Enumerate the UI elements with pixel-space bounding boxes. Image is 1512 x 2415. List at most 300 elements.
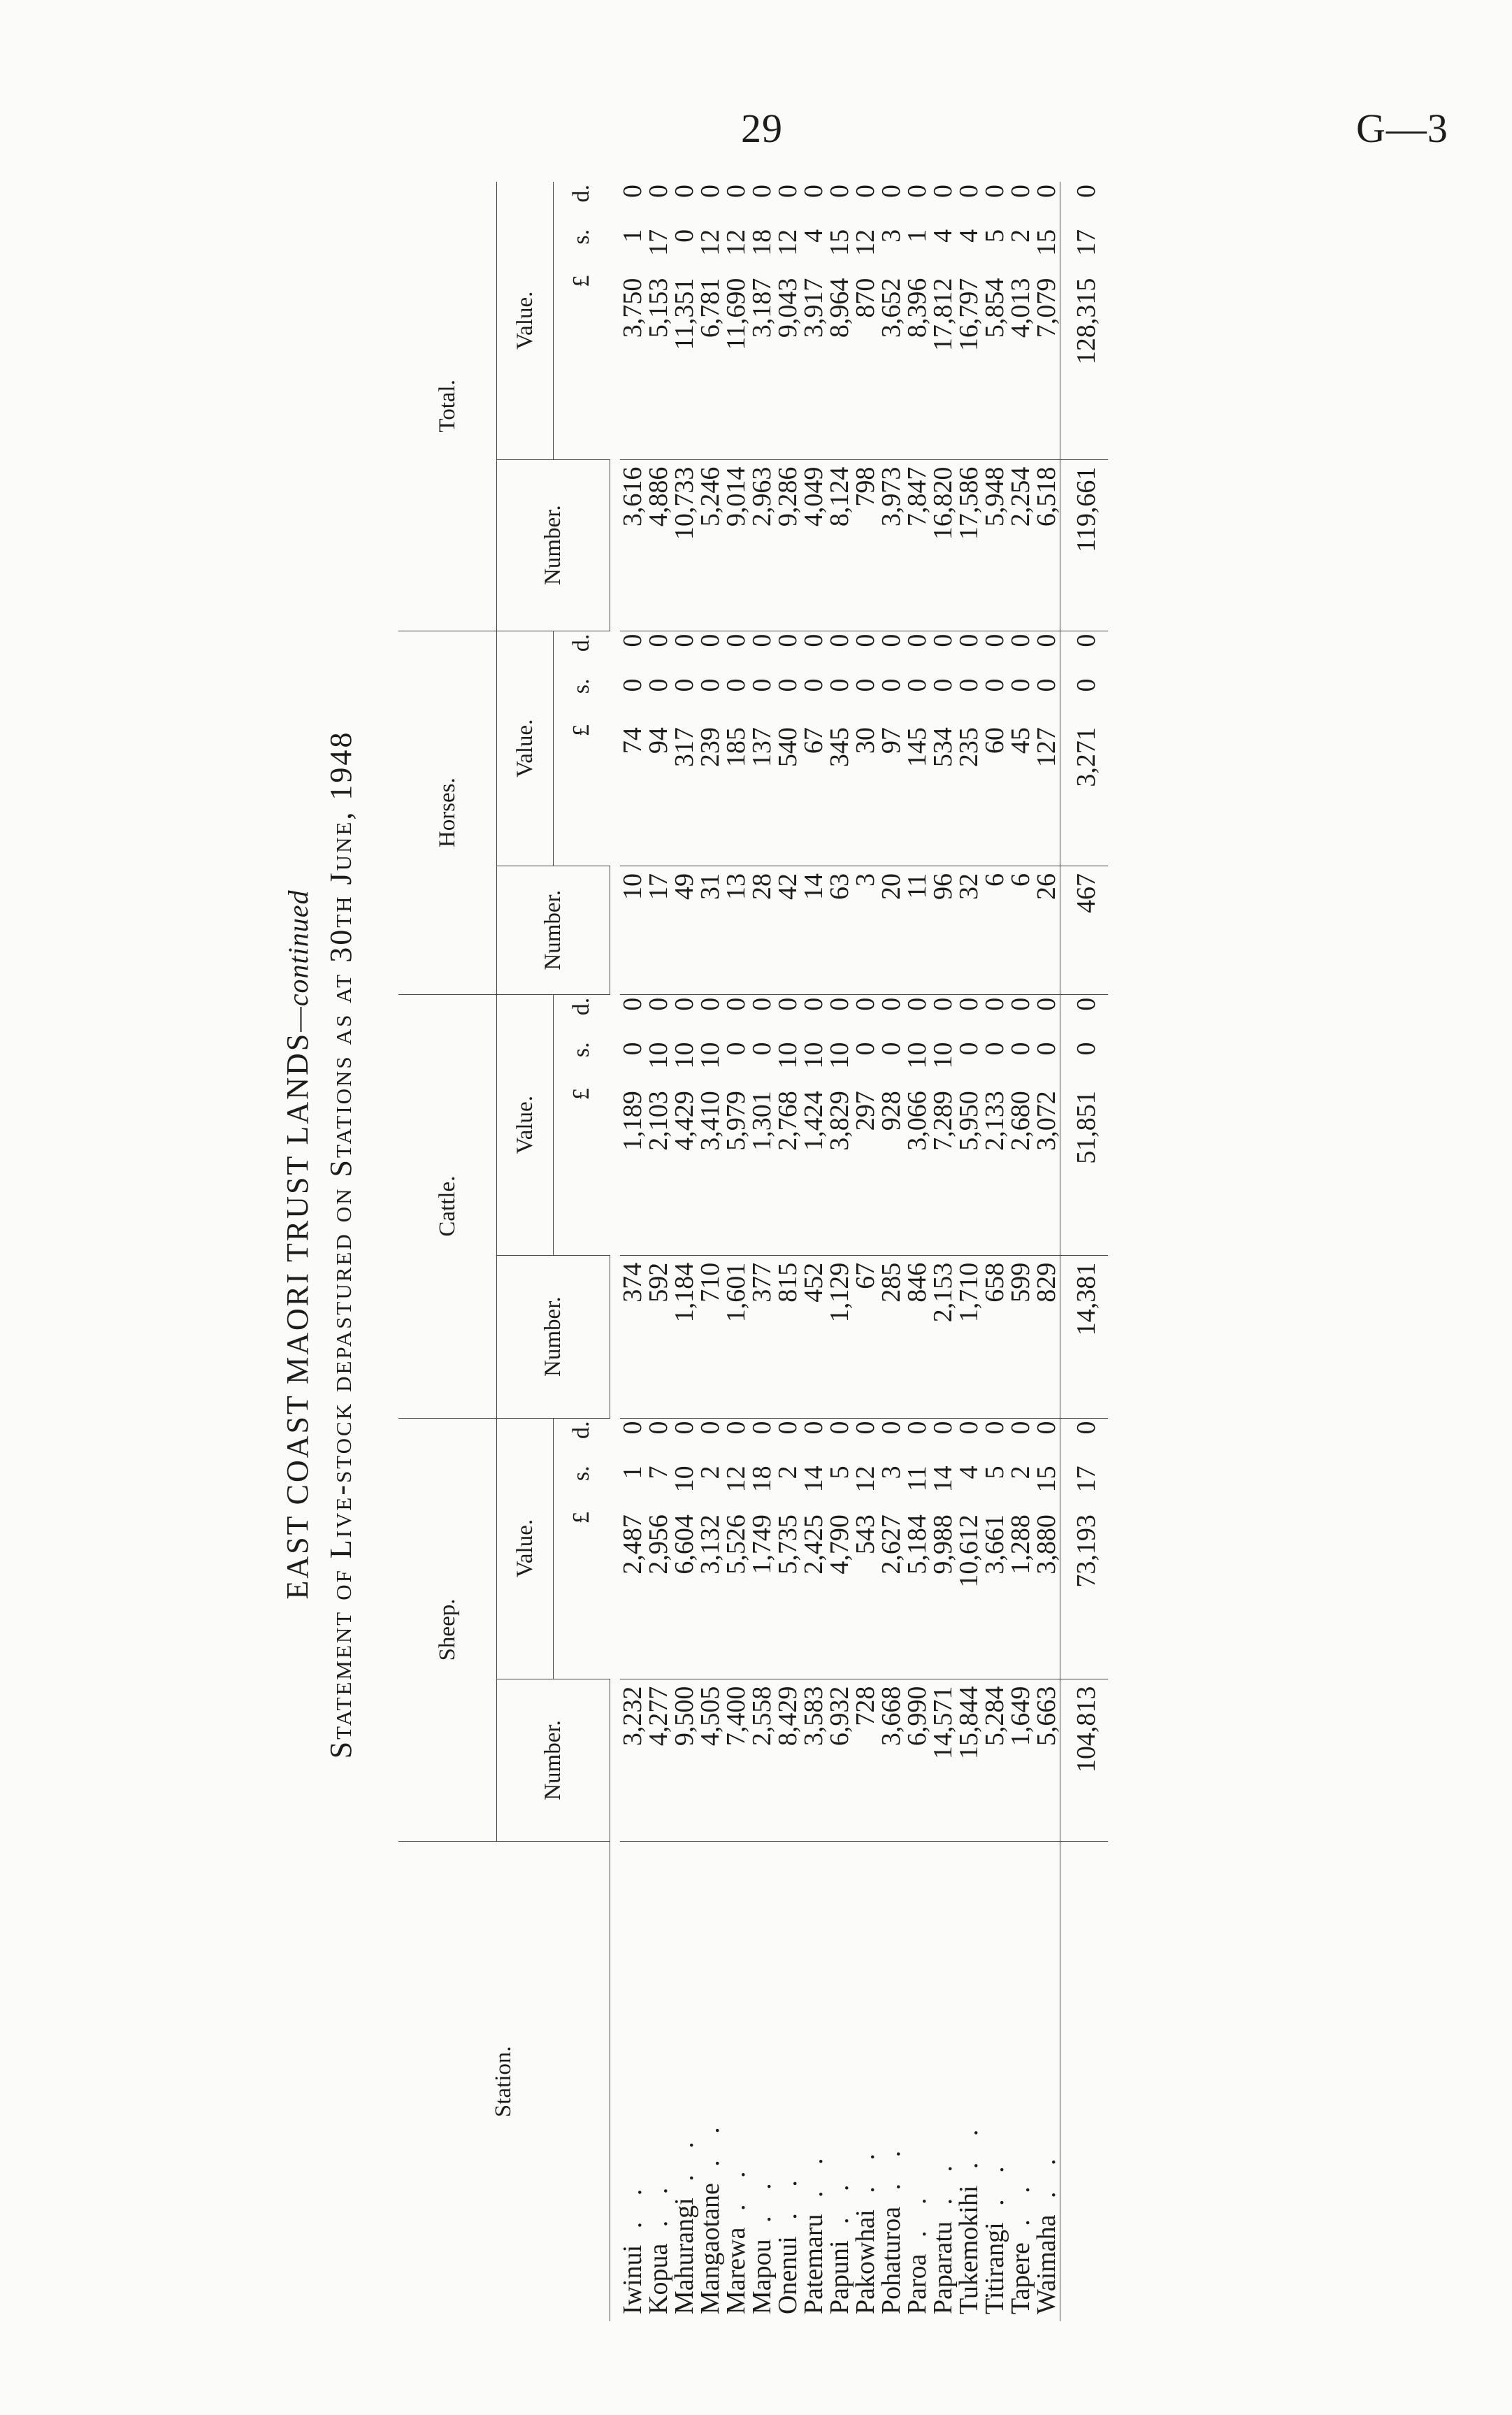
cell-horses-no: 20 [879,866,905,994]
cell-cattle-d: 0 [617,997,647,1011]
cell-total-l: 7,079 [1034,271,1060,460]
cell-cattle-l: 2,103 [646,1084,672,1255]
cell-horses-s: 0 [643,678,673,692]
station-name [772,1842,802,2321]
table-row [1034,182,1060,2321]
cell-total-l: 9,043 [775,271,801,460]
rotated-table-block [280,126,1101,2363]
cell-sheep-l: 2,487 [620,1507,646,1679]
cell-cattle-no: 815 [775,1255,801,1418]
cell-cattle-d: 0 [669,997,699,1011]
cell-cattle-d: 0 [798,997,828,1011]
leader-dots: . . [772,2170,802,2237]
cell-horses-no: 13 [723,866,749,994]
cell-sheep-l: 543 [853,1507,879,1679]
cell-total-d: 0 [721,185,751,198]
cell-sheep-s: 7 [643,1466,673,1479]
cell-sheep-no: 2,558 [749,1679,775,1842]
cell-cattle-s: 0 [617,1042,647,1056]
cell-horses-s: 0 [824,678,854,692]
horses-header: Horses. [398,631,497,994]
station-name-text: Mahurangi [669,2198,699,2314]
cell-sheep-s: 4 [953,1466,984,1479]
cell-cattle-d: 0 [876,997,906,1011]
leader-dots: . . [747,2173,777,2240]
cell-sheep-d: 0 [979,1421,1009,1435]
station-name-text: Paroa [902,2253,932,2314]
cell-horses-d: 0 [1005,633,1035,647]
cell-sheep-d: 0 [902,1421,932,1435]
cell-cattle-l: 2,768 [775,1084,801,1255]
cell-cattle-d: 0 [747,997,777,1011]
cell-total-l: 5,854 [982,271,1008,460]
cell-cattle-s: 10 [798,1042,828,1069]
cell-horses-l: 540 [775,720,801,866]
cell-total-l: 3,187 [749,271,775,460]
cell-total-l: 5,153 [646,271,672,460]
cell-horses-d: 0 [721,633,751,647]
cell-cattle-no: 1,129 [827,1255,853,1418]
cell-total-s: 3 [876,229,906,243]
cell-total-s: 4 [928,229,958,243]
cell-sheep-no: 5,284 [982,1679,1008,1842]
cell-horses-s: 0 [721,678,751,692]
cell-sheep-d: 0 [721,1421,751,1435]
cell-sheep-l: 5,735 [775,1507,801,1679]
total-value-header: Value. [497,182,554,459]
table-row [956,182,982,2321]
leader-dots: . . [1005,2177,1035,2243]
cell-horses-l: 137 [749,720,775,866]
cell-total-s: 15 [824,229,854,256]
cell-sheep-d: 0 [669,1421,699,1435]
cell-sheep-s: 10 [669,1466,699,1493]
cell-sheep-s: 2 [772,1466,802,1479]
table-title [280,126,315,2363]
cell-sheep-no: 4,277 [646,1679,672,1842]
cell-sheep-l: 3,880 [1034,1507,1060,1679]
cell-sheep-l: 2,627 [879,1507,905,1679]
cell-cattle-l: 5,979 [723,1084,749,1255]
cell-horses-l: 345 [827,720,853,866]
cell-horses-s: 0 [979,678,1009,692]
station-name-text: Marewa [721,2227,751,2314]
cell-cattle-d: 0 [850,997,880,1011]
leader-dots: . . [669,2132,699,2198]
cell-total-no: 6,518 [1034,459,1060,631]
station-name-text: Pakowhai [850,2209,880,2314]
cell-cattle-d: 0 [695,997,725,1011]
cell-sheep-s: 12 [850,1466,880,1493]
table-row [879,182,905,2321]
cell-total-no: 2,254 [1008,459,1034,631]
cell-sheep-s: 11 [902,1466,932,1491]
cell-cattle-no: 599 [1008,1255,1034,1418]
sheep-value-header: Value. [497,1418,554,1679]
cell-cattle-d: 0 [1005,997,1035,1011]
cell-cattle-s: 10 [824,1042,854,1069]
cell-sheep-s: 5 [824,1466,854,1479]
cell-total-no: 2,963 [749,459,775,631]
cell-sheep-no: 1,649 [1008,1679,1034,1842]
cell-total-d: 0 [902,185,932,198]
pence-label: d. [568,1421,594,1440]
station-header: Station. [398,1842,610,2321]
cell-total-d: 0 [669,185,699,198]
cell-total-d: 0 [928,185,958,198]
table-row [698,182,723,2321]
cell-horses-s: 0 [1031,678,1061,692]
totals-row [1060,182,1108,2321]
cell-total-d: 0 [772,185,802,198]
cell-total-d: 0 [1005,185,1035,198]
cell-horses-no: 28 [749,866,775,994]
total-number-header: Number. [497,459,610,631]
station-name [850,1842,880,2321]
station-name [953,1842,984,2321]
table-row [646,182,672,2321]
cell-horses-d: 0 [876,633,906,647]
cell-horses-s: 0 [669,678,699,692]
cell-horses-l: 239 [698,720,723,866]
cell-cattle-s: 0 [850,1042,880,1056]
cell-cattle-s: 0 [1005,1042,1035,1056]
cell-cattle-s: 0 [1031,1042,1061,1056]
cell-horses-d: 0 [798,633,828,647]
station-name-text: Iwinui [617,2244,647,2314]
cell-cattle-l: 3,072 [1034,1084,1060,1255]
leader-dots: . . [617,2179,647,2245]
cell-horses-no: 6 [1008,866,1034,994]
cell-cattle-no: 1,710 [956,1255,982,1418]
cell-cattle-no: 710 [698,1255,723,1418]
cell-horses-d: 0 [902,633,932,647]
station-name [695,1842,725,2321]
cell-total-s: 12 [772,229,802,256]
cell-cattle-no: 2,153 [930,1255,956,1418]
cell-sheep-d: 0 [876,1421,906,1435]
station-name-text: Tapere [1005,2242,1035,2314]
cell-total-l: 17,812 [930,271,956,460]
station-name-text: Papuni [824,2240,854,2314]
cell-horses-s: 0 [953,678,984,692]
station-name [1005,1842,1035,2321]
cell-horses-s: 0 [772,678,802,692]
cell-total-s: 12 [850,229,880,256]
cell-horses-d: 0 [617,633,647,647]
cell-horses-d: 0 [850,633,880,647]
leader-dots: . . [902,2188,932,2254]
cell-horses-l: 185 [723,720,749,866]
cell-horses-d: 0 [695,633,725,647]
cell-horses-no: 42 [775,866,801,994]
cell-cattle-l: 1,424 [801,1084,827,1255]
cell-sheep-no: 8,429 [775,1679,801,1842]
leader-dots: . . [876,2140,906,2207]
cell-horses-no: 11 [905,866,930,994]
cell-horses-l: 317 [672,720,698,866]
cell-total-l: 3,652 [879,271,905,460]
cell-total-no: 3,973 [879,459,905,631]
cell-total-no: 7,847 [905,459,930,631]
cell-sheep-d: 0 [1031,1421,1061,1435]
cell-cattle-l: 3,066 [905,1084,930,1255]
cell-total-l: 11,690 [723,271,749,460]
cell-sheep-s: 12 [721,1466,751,1493]
total-total-d: 0 [1060,182,1108,227]
cell-horses-l: 127 [1034,720,1060,866]
table-row [827,182,853,2321]
total-total-l: 128,315 [1060,271,1108,460]
cell-cattle-s: 0 [953,1042,984,1056]
cell-cattle-no: 1,184 [672,1255,698,1418]
cell-sheep-l: 5,184 [905,1507,930,1679]
cell-sheep-d: 0 [824,1421,854,1435]
cell-cattle-d: 0 [953,997,984,1011]
total-cattle-d: 0 [1060,994,1108,1039]
shillings-label: s. [568,1466,594,1482]
cell-cattle-d: 0 [1031,997,1061,1011]
total-cattle-l: 51,851 [1060,1084,1108,1255]
station-name-text: Waimaha [1031,2214,1061,2314]
cell-total-l: 4,013 [1008,271,1034,460]
pence-label: d. [568,997,594,1016]
table-row [723,182,749,2321]
station-name-text: Mapou [747,2239,777,2314]
cell-sheep-d: 0 [953,1421,984,1435]
cell-sheep-l: 6,604 [672,1507,698,1679]
shillings-label: s. [568,678,594,694]
cell-horses-d: 0 [669,633,699,647]
cell-total-s: 1 [617,229,647,243]
total-sheep-l: 73,193 [1060,1507,1108,1679]
cell-sheep-d: 0 [643,1421,673,1435]
cell-horses-l: 60 [982,720,1008,866]
cell-sheep-no: 15,844 [956,1679,982,1842]
cell-cattle-d: 0 [824,997,854,1011]
cell-sheep-l: 1,749 [749,1507,775,1679]
cell-cattle-s: 0 [747,1042,777,1056]
cell-total-no: 17,586 [956,459,982,631]
cell-sheep-no: 6,932 [827,1679,853,1842]
cell-sheep-d: 0 [747,1421,777,1435]
cell-total-s: 4 [798,229,828,243]
cell-sheep-l: 5,526 [723,1507,749,1679]
cell-sheep-s: 14 [798,1466,828,1493]
pounds-label: £ [554,1084,610,1255]
table-row [775,182,801,2321]
cattle-header: Cattle. [398,994,497,1418]
cell-total-s: 5 [979,229,1009,243]
cell-total-no: 4,049 [801,459,827,631]
table-row [930,182,956,2321]
title-continued: —continued [282,889,314,1032]
cell-total-l: 8,964 [827,271,853,460]
cell-horses-d: 0 [1031,633,1061,647]
cell-total-no: 16,820 [930,459,956,631]
cell-total-l: 3,750 [620,271,646,460]
cell-total-l: 6,781 [698,271,723,460]
cell-cattle-s: 0 [979,1042,1009,1056]
station-name-text: Kopua [643,2243,673,2314]
cell-total-d: 0 [695,185,725,198]
station-name-text: Patemaru [798,2214,828,2314]
cell-sheep-s: 14 [928,1466,958,1493]
cell-total-s: 15 [1031,229,1061,256]
station-name [876,1842,906,2321]
cell-cattle-l: 1,301 [749,1084,775,1255]
leader-dots: . . [928,2156,958,2222]
cell-sheep-no: 14,571 [930,1679,956,1842]
cell-total-l: 11,351 [672,271,698,460]
shillings-label: s. [568,229,594,245]
cell-cattle-l: 1,189 [620,1084,646,1255]
cell-cattle-l: 2,680 [1008,1084,1034,1255]
cell-total-l: 8,396 [905,271,930,460]
table-row [982,182,1008,2321]
cell-cattle-d: 0 [902,997,932,1011]
station-name-text: Onenui [772,2236,802,2314]
cell-cattle-d: 0 [643,997,673,1011]
cell-total-s: 12 [695,229,725,256]
cell-horses-s: 0 [747,678,777,692]
cell-horses-no: 17 [646,866,672,994]
cell-cattle-l: 4,429 [672,1084,698,1255]
cell-cattle-no: 67 [853,1255,879,1418]
cell-cattle-s: 10 [695,1042,725,1069]
cell-horses-l: 534 [930,720,956,866]
cell-horses-no: 31 [698,866,723,994]
pounds-label: £ [554,271,610,460]
cell-horses-no: 26 [1034,866,1060,994]
cell-horses-l: 30 [853,720,879,866]
cell-total-d: 0 [1031,185,1061,198]
station-name-text: Mangaotane [695,2183,725,2314]
total-horses-l: 3,271 [1060,720,1108,866]
cell-cattle-no: 285 [879,1255,905,1418]
cell-cattle-s: 0 [876,1042,906,1056]
pounds-label: £ [554,720,610,866]
cell-cattle-d: 0 [928,997,958,1011]
cell-horses-l: 45 [1008,720,1034,866]
cell-cattle-d: 0 [721,997,751,1011]
cell-sheep-no: 3,232 [620,1679,646,1842]
cell-horses-no: 6 [982,866,1008,994]
station-name [749,1842,775,2321]
cell-total-no: 8,124 [827,459,853,631]
cell-sheep-s: 3 [876,1466,906,1479]
pence-label: d. [568,185,594,203]
cell-total-s: 0 [669,229,699,243]
table-subtitle: Statement of Live-stock depastured on Stations as at 30th June, 1948 [324,730,358,1759]
cell-sheep-no: 9,500 [672,1679,698,1842]
cell-horses-s: 0 [902,678,932,692]
pence-label: d. [568,633,594,652]
station-name [824,1842,854,2321]
cell-sheep-no: 7,400 [723,1679,749,1842]
cell-total-l: 3,917 [801,271,827,460]
cell-sheep-l: 3,661 [982,1507,1008,1679]
leader-dots: . . [953,2119,984,2186]
station-name [617,1842,647,2321]
cell-horses-no: 14 [801,866,827,994]
cell-cattle-no: 829 [1034,1255,1060,1418]
cell-total-d: 0 [979,185,1009,198]
cell-sheep-l: 10,612 [956,1507,982,1679]
station-name [669,1842,699,2321]
cell-sheep-no: 3,583 [801,1679,827,1842]
cell-horses-no: 10 [620,866,646,994]
cell-sheep-l: 4,790 [827,1507,853,1679]
cell-cattle-l: 7,289 [930,1084,956,1255]
cell-sheep-no: 3,668 [879,1679,905,1842]
cell-total-s: 17 [643,229,673,256]
cell-total-d: 0 [798,185,828,198]
cell-sheep-no: 728 [853,1679,879,1842]
cell-total-no: 3,616 [620,459,646,631]
total-header: Total. [398,182,497,631]
cell-sheep-d: 0 [850,1421,880,1435]
cell-total-d: 0 [876,185,906,198]
cell-horses-s: 0 [850,678,880,692]
cell-total-s: 2 [1005,229,1035,243]
cell-total-d: 0 [953,185,984,198]
table-row [749,182,775,2321]
table-row [1008,182,1034,2321]
table-row [620,182,646,2321]
cell-horses-d: 0 [824,633,854,647]
cell-cattle-l: 297 [853,1084,879,1255]
cell-total-d: 0 [643,185,673,198]
station-name [723,1842,749,2321]
cell-sheep-l: 2,425 [801,1507,827,1679]
cell-horses-l: 94 [646,720,672,866]
cell-cattle-no: 1,601 [723,1255,749,1418]
cell-horses-no: 3 [853,866,879,994]
livestock-table [398,182,1108,2321]
cell-horses-l: 145 [905,720,930,866]
station-name [902,1842,932,2321]
cell-cattle-no: 377 [749,1255,775,1418]
table-row [853,182,879,2321]
leader-dots: . . [695,2117,725,2184]
cell-sheep-l: 1,288 [1008,1507,1034,1679]
cell-sheep-s: 2 [1005,1466,1035,1479]
cell-cattle-l: 3,410 [698,1084,723,1255]
page-number: 29 [741,106,783,151]
cell-horses-d: 0 [928,633,958,647]
cell-horses-s: 0 [617,678,647,692]
table-body [610,182,1108,2321]
cell-sheep-s: 15 [1031,1466,1061,1493]
cell-horses-s: 0 [695,678,725,692]
leader-dots: . . [643,2177,673,2244]
totals-label-cell [1060,1842,1108,2321]
cell-cattle-s: 10 [902,1042,932,1069]
pounds-label: £ [554,1507,610,1679]
cell-horses-s: 0 [798,678,828,692]
cell-sheep-d: 0 [772,1421,802,1435]
cell-total-l: 16,797 [956,271,982,460]
cell-total-s: 12 [721,229,751,256]
cell-sheep-no: 6,990 [905,1679,930,1842]
cell-total-d: 0 [824,185,854,198]
cell-sheep-l: 2,956 [646,1507,672,1679]
horses-value-header: Value. [497,631,554,866]
horses-number-header: Number. [497,866,610,994]
cell-cattle-s: 10 [928,1042,958,1069]
document-reference: G—3 [1356,106,1448,151]
